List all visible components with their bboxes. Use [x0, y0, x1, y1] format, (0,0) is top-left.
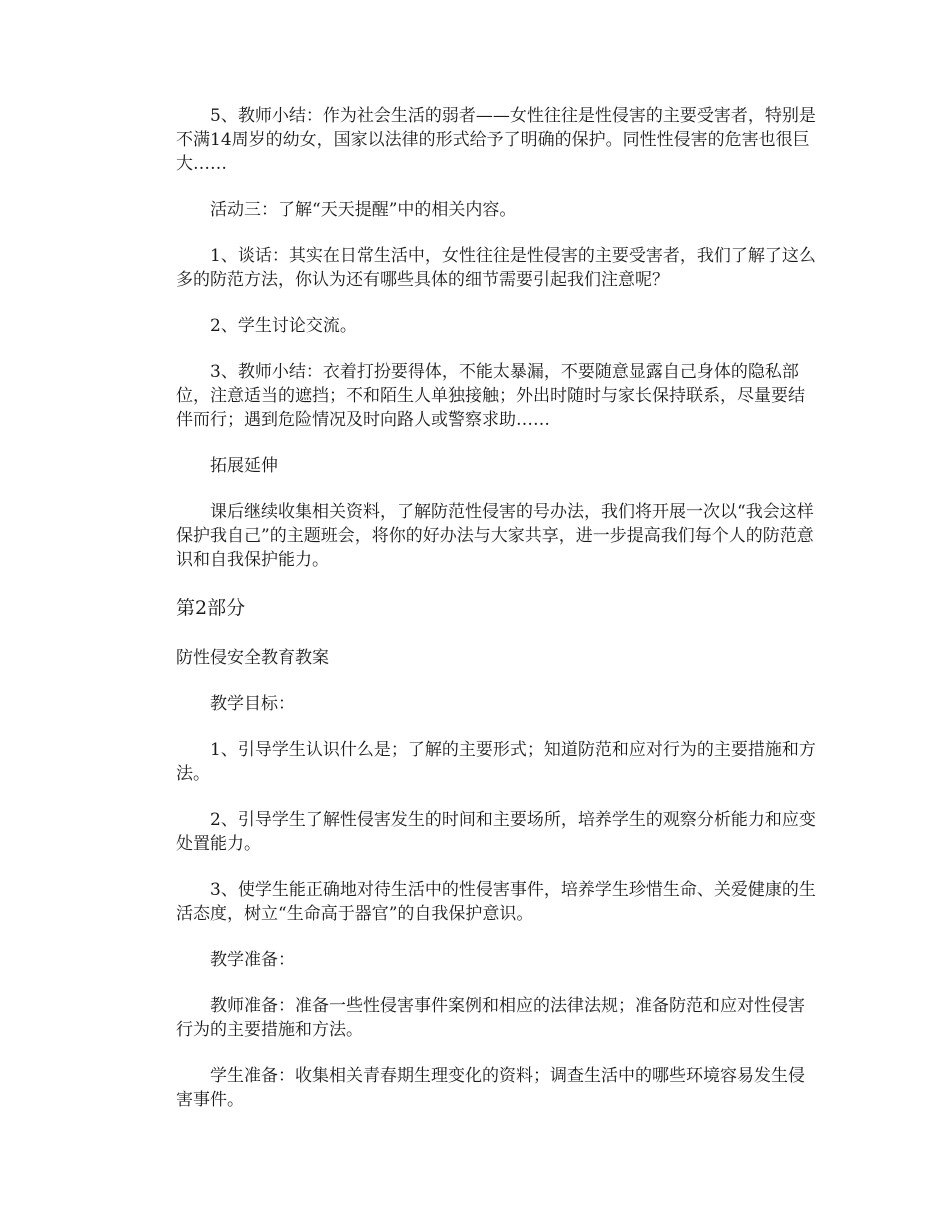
paragraph-discussion-2: 2、学生讨论交流。 [210, 316, 357, 336]
paragraph-extension-heading: 拓展延伸 [210, 456, 278, 476]
paragraph-preparation-heading: 教学准备： [210, 950, 295, 970]
paragraph-activity-three: 活动三：了解“天天提醒”中的相关内容。 [210, 200, 517, 220]
paragraph-teacher-summary-3: 3、教师小结：衣着打扮要得体，不能太暴漏，不要随意显露自己身体的隐私部位，注意适当的遮挡；不和陌生人单独接触；外出时随时与家长保持联系，尽量要结伴而行；遇到危险情况及时向路人或警察求助…… [176, 362, 805, 430]
paragraph-student-preparation: 学生准备：收集相关青春期生理变化的资料；调查生活中的哪些环境容易发生侵害事件。 [176, 1066, 805, 1110]
paragraph-goal-1: 1、引导学生认识什么是；了解的主要形式；知道防范和应对行为的主要措施和方法。 [176, 740, 816, 784]
paragraph-teacher-preparation: 教师准备：准备一些性侵害事件案例和相应的法律法规；准备防范和应对性侵害行为的主要措施和方法。 [176, 996, 805, 1040]
paragraph-talk-1: 1、谈话：其实在日常生活中，女性往往是性侵害的主要受害者，我们了解了这么多的防范方法，你认为还有哪些具体的细节需要引起我们注意呢？ [176, 246, 816, 290]
paragraph-teaching-goals-heading: 教学目标： [210, 694, 295, 714]
paragraph-goal-3: 3、使学生能正确地对待生活中的性侵害事件，培养学生珍惜生命、关爱健康的生活态度，树立“生命高于器官”的自我保护意识。 [176, 880, 816, 924]
section-heading: 第2部分 [176, 597, 246, 619]
document-body [176, 104, 816, 1134]
paragraph-teacher-summary-5: 5、教师小结：作为社会生活的弱者——女性往往是性侵害的主要受害者，特别是不满14周岁的幼女，国家以法律的形式给予了明确的保护。同性性侵害的危害也很巨大…… [176, 106, 816, 174]
paragraph-extension-body: 课后继续收集相关资料，了解防范性侵害的号办法，我们将开展一次以“我会这样保护我自己”的主题班会，将你的好办法与大家共享，进一步提高我们每个人的防范意识和自我保护能力。 [176, 502, 814, 570]
paragraph-goal-2: 2、引导学生了解性侵害发生的时间和主要场所，培养学生的观察分析能力和应变处置能力。 [176, 810, 816, 854]
document-title: 防性侵安全教育教案 [176, 648, 329, 668]
